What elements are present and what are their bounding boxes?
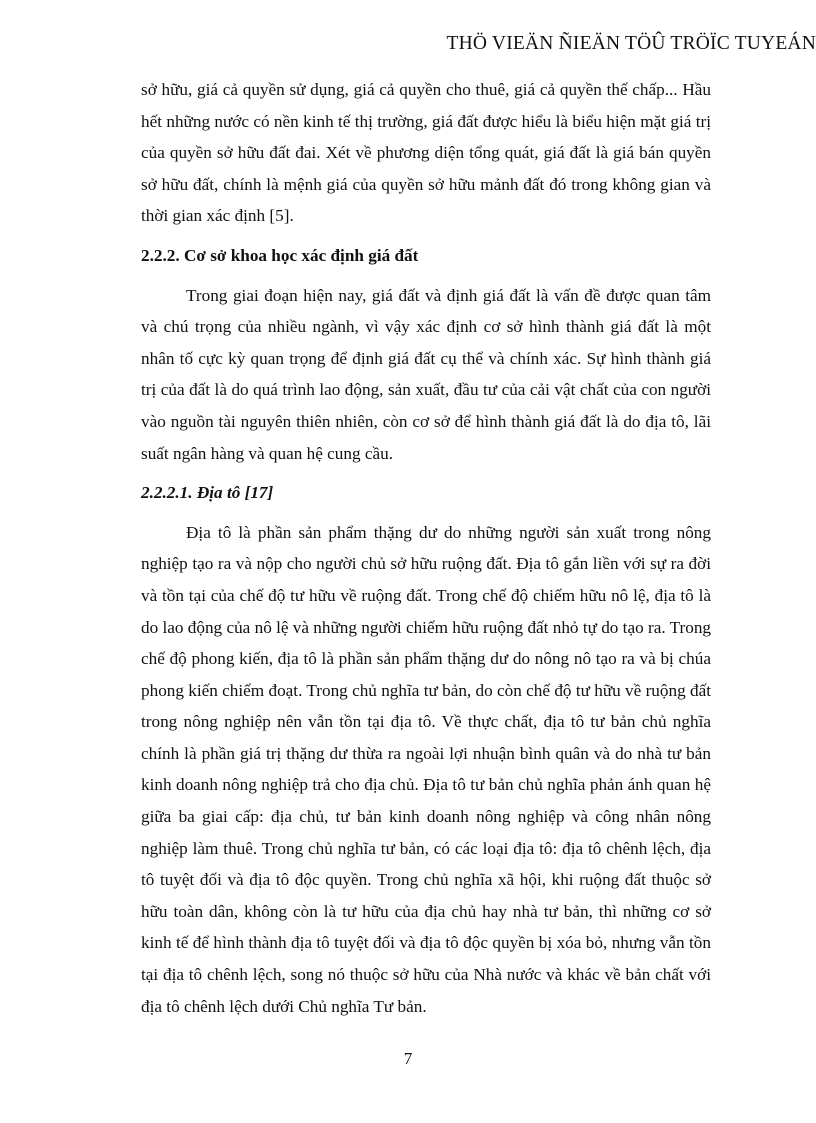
section-paragraph: Trong giai đoạn hiện nay, giá đất và định giá đất là vấn đề được quan tâm và chú trọng của nhiều ngành, vì vậy xác định cơ sở hình thành giá đất là một nhân tố cực kỳ quan trọng để định giá đất cụ thể và chính xác. Sự hình thành giá trị của đất là do quá trình lao động, sản xuất, đầu tư của cải vật chất của con người vào nguồn tài nguyên thiên nhiên, còn cơ sở để hình thành giá đất là do địa tô, lãi suất ngân hàng và quan hệ cung cầu. bbox=[141, 285, 711, 463]
intro-paragraph: sở hữu, giá cả quyền sử dụng, giá cả quyền cho thuê, giá cả quyền thế chấp... Hầu hết những nước có nền kinh tế thị trường, giá đất được hiểu là biểu hiện mặt giá trị của quyền sở hữu đất đai. Xét về phương diện tổng quát, giá đất là giá bán quyền sở hữu đất, chính là mệnh giá của quyền sở hữu mảnh đất đó trong không gian và thời gian xác định [5]. bbox=[141, 80, 711, 226]
section-heading: 2.2.2. Cơ sở khoa học xác định giá đất bbox=[141, 245, 419, 265]
subsection-paragraph: Địa tô là phần sản phẩm thặng dư do những người sản xuất trong nông nghiệp tạo ra và nộp cho người chủ sở hữu ruộng đất. Địa tô gắn liền với sự ra đời và tồn tại của chế độ tư hữu về ruộng đất. Trong chế độ chiếm hữu nô lệ, địa tô là do lao động của nô lệ và những người chiếm hữu ruộng đất nhỏ tự do tạo ra. Trong chế độ phong kiến, địa tô là phần sản phẩm thặng dư do nông nô tạo ra và bị chúa phong kiến chiếm đoạt. Trong chủ nghĩa tư bản, do còn chế độ tư hữu về ruộng đất trong nông nghiệp nên vẫn tồn tại địa tô. Về thực chất, địa tô tư bản chủ nghĩa chính là phần giá trị thặng dư thừa ra ngoài lợi nhuận bình quân và do nhà tư bản kinh doanh nông nghiệp trả cho địa chủ. Địa tô tư bản chủ nghĩa phản ánh quan hệ giữa ba giai cấp: địa chủ, tư bản kinh doanh nông nghiệp và công nhân nông nghiệp làm thuê. Trong chủ nghĩa tư bản, có các loại địa tô: địa tô chênh lệch, địa tô tuyệt đối và địa tô độc quyền. Trong chủ nghĩa xã hội, khi ruộng đất thuộc sở hữu toàn dân, không còn là tư hữu của địa chủ hay nhà tư bản, thì những cơ sở kinh tế để hình thành địa tô tuyệt đối và địa tô độc quyền bị xóa bỏ, nhưng vẫn tồn tại địa tô chênh lệch, song nó thuộc sở hữu của Nhà nước và khác về bản chất với địa tô chênh lệch dưới Chủ nghĩa Tư bản. bbox=[141, 522, 712, 1016]
subsection-heading: 2.2.2.1. Địa tô [17] bbox=[141, 483, 274, 503]
document-body bbox=[141, 74, 711, 1022]
page-number: 7 bbox=[403, 1049, 413, 1068]
header-watermark: THÖ VIEÄN ÑIEÄN TÖÛ TRÖÏC TUYEÁN bbox=[446, 33, 816, 54]
